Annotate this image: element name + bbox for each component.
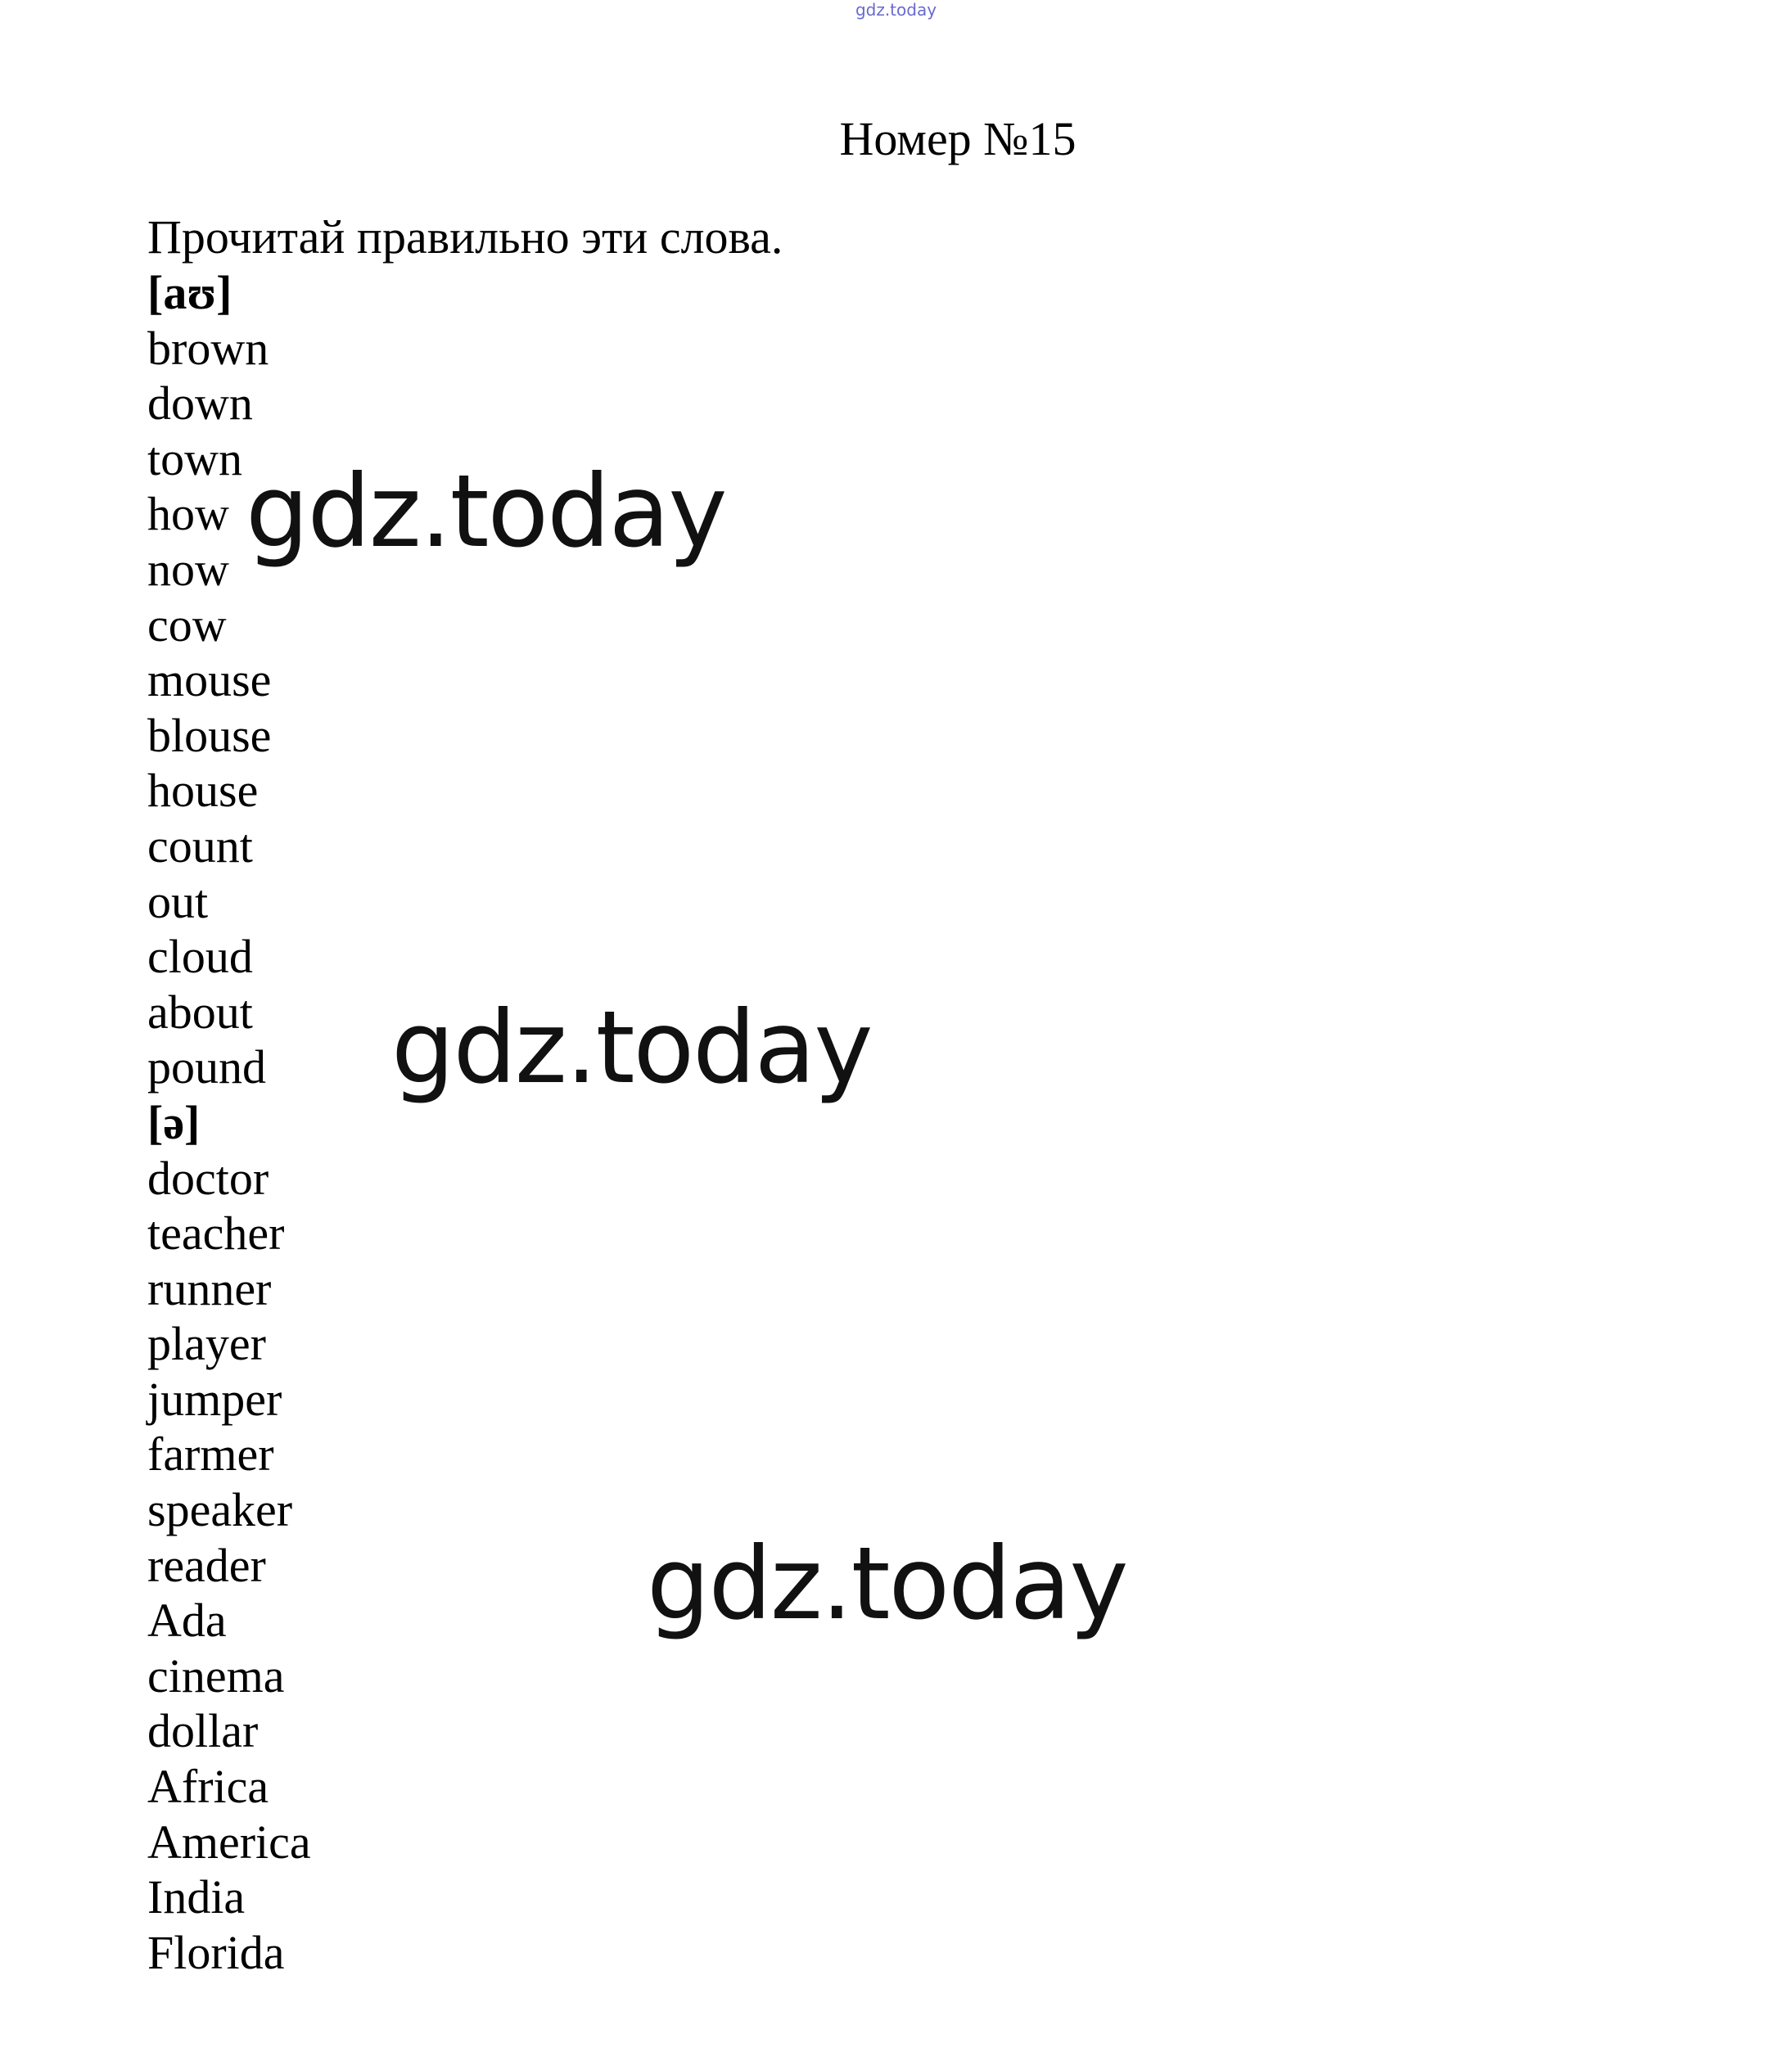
word-item: how bbox=[147, 487, 229, 541]
watermark: gdz.today bbox=[391, 990, 872, 1106]
word-item: America bbox=[147, 1815, 311, 1869]
word-item: speaker bbox=[147, 1483, 293, 1537]
word-item: Africa bbox=[147, 1760, 269, 1814]
top-watermark: gdz.today bbox=[855, 0, 937, 20]
word-item: dollar bbox=[147, 1704, 259, 1758]
word-item: runner bbox=[147, 1261, 272, 1315]
word-item: mouse bbox=[147, 653, 272, 707]
word-item: down bbox=[147, 377, 253, 431]
word-item: India bbox=[147, 1870, 246, 1924]
word-item: pound bbox=[147, 1040, 266, 1094]
word-item: cow bbox=[147, 598, 227, 652]
phoneme-heading-au: [aʊ] bbox=[147, 266, 232, 319]
word-item: farmer bbox=[147, 1427, 274, 1481]
word-item: count bbox=[147, 819, 253, 873]
word-item: town bbox=[147, 431, 242, 485]
word-item: reader bbox=[147, 1538, 266, 1592]
watermark: gdz.today bbox=[246, 453, 726, 570]
word-item: cinema bbox=[147, 1648, 285, 1702]
word-item: teacher bbox=[147, 1206, 285, 1261]
word-item: now bbox=[147, 542, 229, 596]
word-item: Florida bbox=[147, 1925, 285, 1979]
word-item: house bbox=[147, 764, 259, 818]
word-item: blouse bbox=[147, 708, 272, 762]
instruction: Прочитай правильно эти слова. bbox=[147, 210, 783, 264]
page-title: Номер №15 bbox=[839, 112, 1077, 165]
word-item: cloud bbox=[147, 930, 253, 984]
word-item: Ada bbox=[147, 1594, 227, 1648]
word-item: about bbox=[147, 985, 253, 1039]
word-item: jumper bbox=[147, 1372, 282, 1426]
word-item: doctor bbox=[147, 1151, 269, 1205]
watermark: gdz.today bbox=[647, 1526, 1127, 1642]
phoneme-heading-schwa: [ə] bbox=[147, 1095, 201, 1149]
word-item: brown bbox=[147, 321, 269, 375]
word-item: player bbox=[147, 1317, 266, 1371]
word-item: out bbox=[147, 874, 209, 928]
